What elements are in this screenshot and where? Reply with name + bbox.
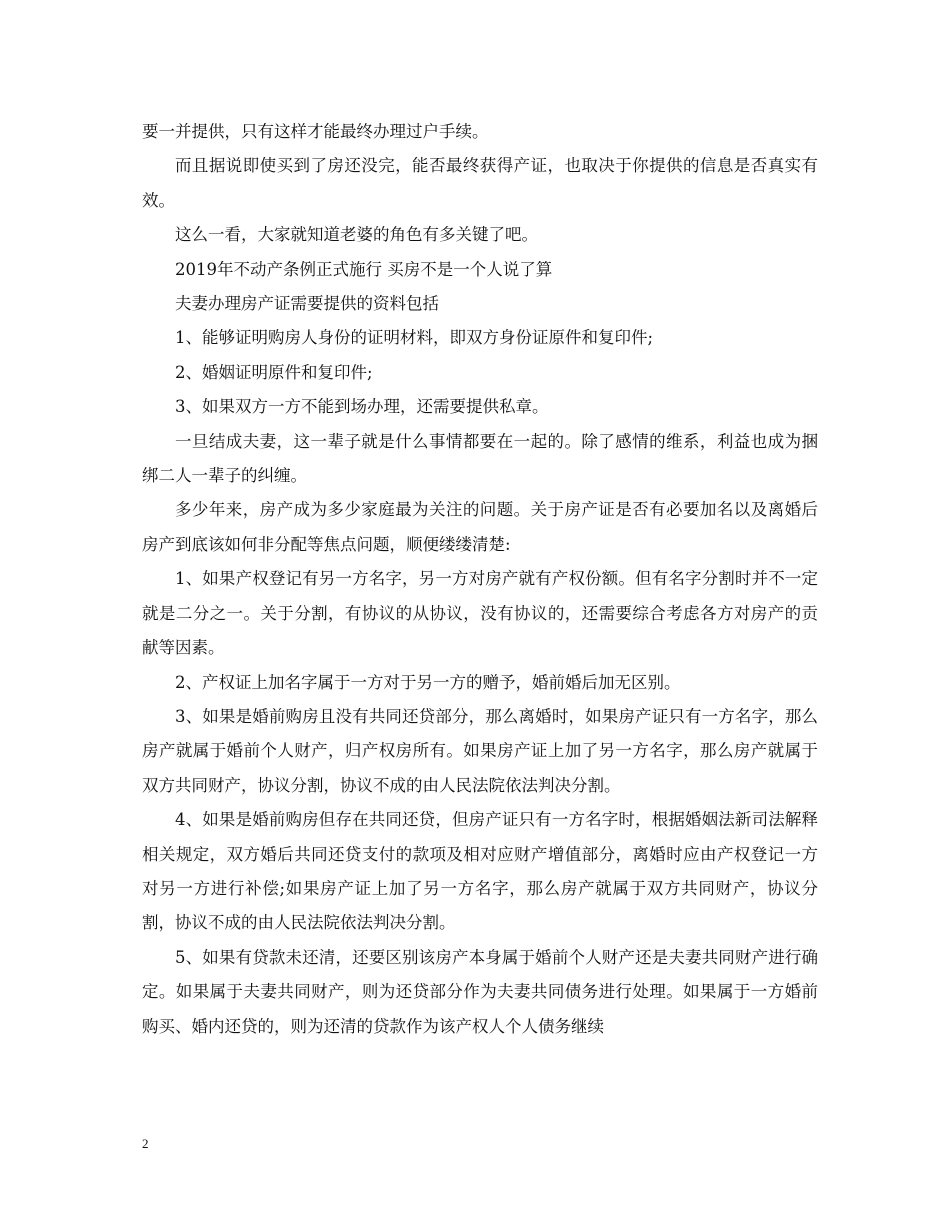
list-item: 2、婚姻证明原件和复印件;: [175, 362, 373, 382]
paragraph: 要一并提供，只有这样才能最终办理过户手续。: [142, 122, 489, 141]
list-item: 1、如果产权登记有另一方名字，另一方对房产就有产权份额。但有名字分割时并不一定就是二分之一。关于分割，有协议的从协议，没有协议的，还需要综合考虑各方对房产的贡献等因素。: [142, 569, 818, 658]
list-item: 3、如果双方一方不能到场办理，还需要提供私章。: [175, 397, 549, 417]
paragraph: 这么一看，大家就知道老婆的角色有多关键了吧。: [175, 225, 538, 245]
paragraph: 夫妻办理房产证需要提供的资料包括: [175, 294, 439, 314]
page-number: 2: [142, 1136, 149, 1151]
list-item: 4、如果是婚前购房但存在共同还贷，但房产证只有一方名字时，根据婚姻法新司法解释相关规定，双方婚后共同还贷支付的款项及相对应财产增值部分，离婚时应由产权登记一方对另一方进行补偿;如果房产证上加了另一方名字，那么房产就属于双方共同财产，协议分割，协议不成的由人民法院依法判决分割。: [142, 810, 818, 933]
list-item: 5、如果有贷款未还清，还要区别该房产本身属于婚前个人财产还是夫妻共同财产进行确定。如果属于夫妻共同财产，则为还贷部分作为夫妻共同债务进行处理。如果属于一方婚前购买、婚内还贷的，则为还清的贷款作为该产权人个人债务继续: [142, 947, 818, 1036]
paragraph: 一旦结成夫妻，这一辈子就是什么事情都要在一起的。除了感情的维系，利益也成为捆绑二人一辈子的纠缠。: [142, 431, 818, 486]
list-item: 1、能够证明购房人身份的证明材料，即双方身份证原件和复印件;: [175, 328, 654, 348]
list-item: 3、如果是婚前购房且没有共同还贷部分，那么离婚时，如果房产证只有一方名字，那么房产就属于婚前个人财产，归产权房所有。如果房产证上加了另一方名字，那么房产就属于双方共同财产，协议分割，协议不成的由人民法院依法判决分割。: [142, 706, 818, 795]
paragraph: 多少年来，房产成为多少家庭最为关注的问题。关于房产证是否有必要加名以及离婚后房产到底该如何非分配等焦点问题，顺便缕缕清楚:: [142, 500, 818, 554]
paragraph: 而且据说即使买到了房还没完，能否最终获得产证，也取决于你提供的信息是否真实有效。: [142, 156, 818, 210]
body-text: [142, 115, 818, 1044]
list-item: 2、产权证上加名字属于一方对于另一方的赠予，婚前婚后加无区别。: [175, 672, 681, 692]
paragraph: 2019年不动产条例正式施行 买房不是一个人说了算: [175, 259, 553, 279]
